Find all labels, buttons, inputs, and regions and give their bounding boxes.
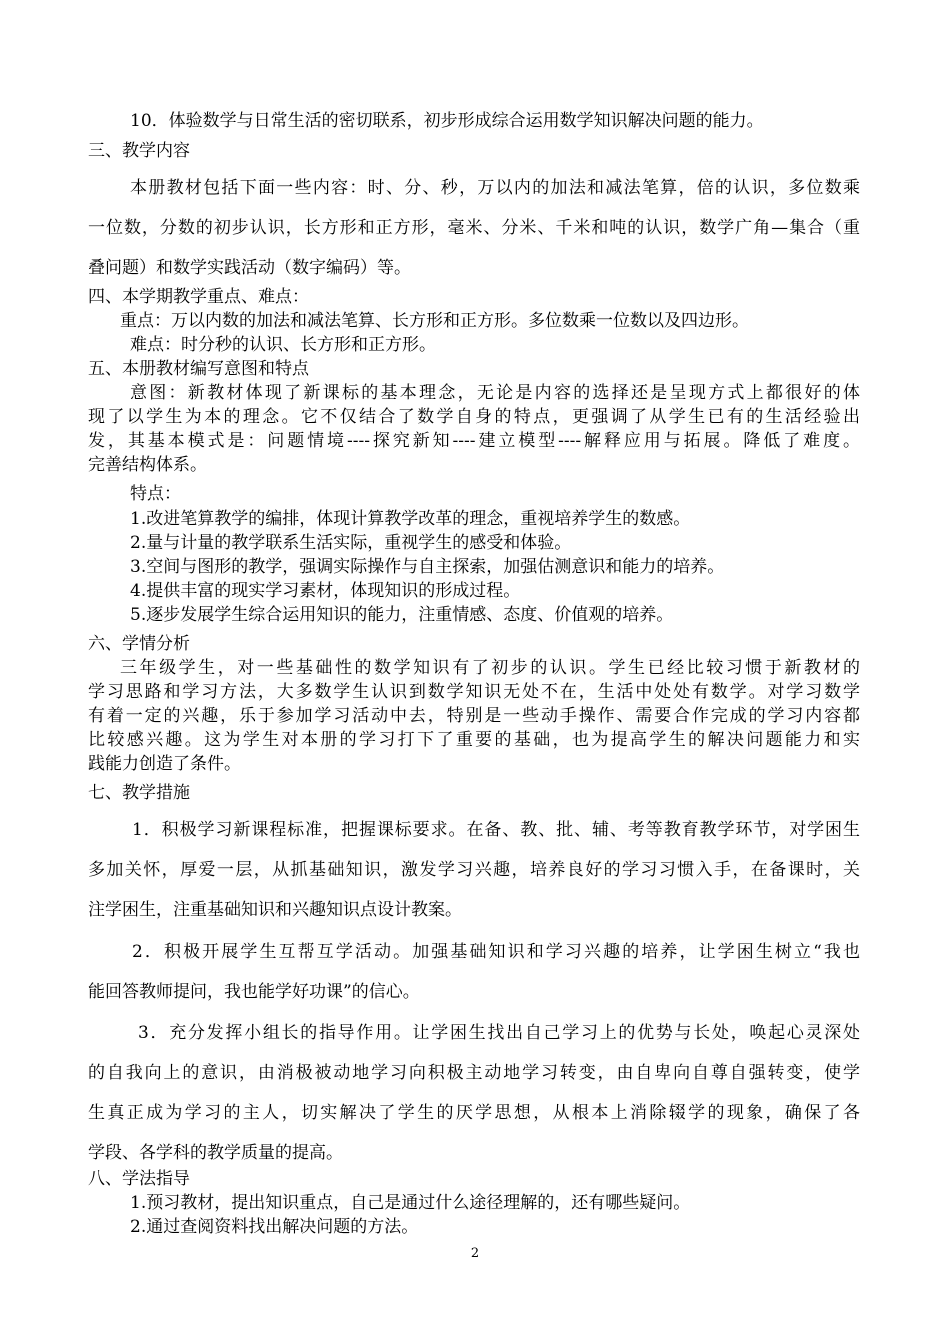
measure-2-line-2: 能回答教师提问，我也能学好功课”的信心。 bbox=[88, 982, 420, 1002]
heading-teaching-measures: 七、教学措施 bbox=[88, 783, 190, 803]
heading-intent-features: 五、本册教材编写意图和特点 bbox=[88, 359, 309, 379]
objective-10: 10．体验数学与日常生活的密切联系，初步形成综合运用数学知识解决问题的能力。 bbox=[130, 111, 764, 131]
intent-line-1: 意图：新教材体现了新课标的基本理念，无论是内容的选择还是呈现方式上都很好的体 bbox=[130, 383, 860, 403]
feature-5: 5.逐步发展学生综合运用知识的能力，注重情感、态度、价值观的培养。 bbox=[130, 605, 674, 625]
analysis-line-4: 比较感兴趣。这为学生对本册的学习打下了重要的基础，也为提高学生的解决问题能力和实 bbox=[88, 730, 860, 750]
intent-line-4: 完善结构体系。 bbox=[88, 455, 207, 475]
measure-1-line-1: 1．积极学习新课程标准，把握课标要求。在备、教、批、辅、考等教育教学环节，对学困生 bbox=[132, 820, 860, 840]
heading-key-points: 四、本学期教学重点、难点： bbox=[88, 287, 309, 307]
feature-4: 4.提供丰富的现实学习素材，体现知识的形成过程。 bbox=[130, 581, 521, 601]
content-paragraph-line-1: 本册教材包括下面一些内容：时、分、秒，万以内的加法和减法笔算，倍的认识，多位数乘 bbox=[130, 178, 860, 198]
feature-3: 3.空间与图形的教学，强调实际操作与自主探索，加强估测意识和能力的培养。 bbox=[130, 557, 725, 577]
features-label: 特点： bbox=[130, 484, 181, 504]
analysis-line-3: 有着一定的兴趣，乐于参加学习活动中去，特别是一些动手操作、需要合作完成的学习内容都 bbox=[88, 706, 860, 726]
measure-3-line-1: 3．充分发挥小组长的指导作用。让学困生找出自己学习上的优势与长处，唤起心灵深处 bbox=[138, 1023, 860, 1043]
intent-line-3: 发，其基本模式是：问题情境----探究新知----建立模型----解释应用与拓展。降低了难度。 bbox=[88, 431, 860, 451]
measure-3-line-4: 学段、各学科的教学质量的提高。 bbox=[88, 1143, 343, 1163]
measure-3-line-2: 的自我向上的意识，由消极被动地学习向积极主动地学习转变，由自卑向自尊自强转变，使学 bbox=[88, 1063, 860, 1083]
measure-2-line-1: 2．积极开展学生互帮互学活动。加强基础知识和学习兴趣的培养，让学困生树立“我也 bbox=[132, 942, 860, 962]
analysis-line-2: 学习思路和学习方法，大多数学生认识到数学知识无处不在，生活中处处有数学。对学习数学 bbox=[88, 682, 860, 702]
measure-1-line-2: 多加关怀，厚爱一层，从抓基础知识，激发学习兴趣，培养良好的学习习惯入手，在备课时，关 bbox=[88, 860, 860, 880]
measure-1-line-3: 注学困生，注重基础知识和兴趣知识点设计教案。 bbox=[88, 900, 462, 920]
difficulties-line: 难点：时分秒的认识、长方形和正方形。 bbox=[130, 335, 436, 355]
key-points-line: 重点：万以内数的加法和减法笔算、长方形和正方形。多位数乘一位数以及四边形。 bbox=[120, 311, 749, 331]
heading-teaching-content: 三、教学内容 bbox=[88, 141, 190, 161]
page-number: 2 bbox=[470, 1246, 480, 1261]
intent-line-2: 现了以学生为本的理念。它不仅结合了数学自身的特点，更强调了从学生已有的生活经验出 bbox=[88, 407, 860, 427]
content-paragraph-line-2: 一位数，分数的初步认识，长方形和正方形，毫米、分米、千米和吨的认识，数学广角—集合（重 bbox=[88, 218, 860, 238]
heading-student-analysis: 六、学情分析 bbox=[88, 634, 190, 654]
content-paragraph-line-3: 叠问题）和数学实践活动（数字编码）等。 bbox=[88, 258, 411, 278]
guidance-1: 1.预习教材，提出知识重点，自己是通过什么途径理解的，还有哪些疑问。 bbox=[130, 1193, 691, 1213]
feature-1: 1.改进笔算教学的编排，体现计算教学改革的理念，重视培养学生的数感。 bbox=[130, 509, 691, 529]
analysis-line-1: 三年级学生，对一些基础性的数学知识有了初步的认识。学生已经比较习惯于新教材的 bbox=[120, 658, 860, 678]
guidance-2: 2.通过查阅资料找出解决问题的方法。 bbox=[130, 1217, 419, 1237]
feature-2: 2.量与计量的教学联系生活实际，重视学生的感受和体验。 bbox=[130, 533, 572, 553]
measure-3-line-3: 生真正成为学习的主人，切实解决了学生的厌学思想，从根本上消除辍学的现象，确保了各 bbox=[88, 1103, 860, 1123]
heading-study-guidance: 八、学法指导 bbox=[88, 1169, 190, 1189]
analysis-line-5: 践能力创造了条件。 bbox=[88, 754, 241, 774]
